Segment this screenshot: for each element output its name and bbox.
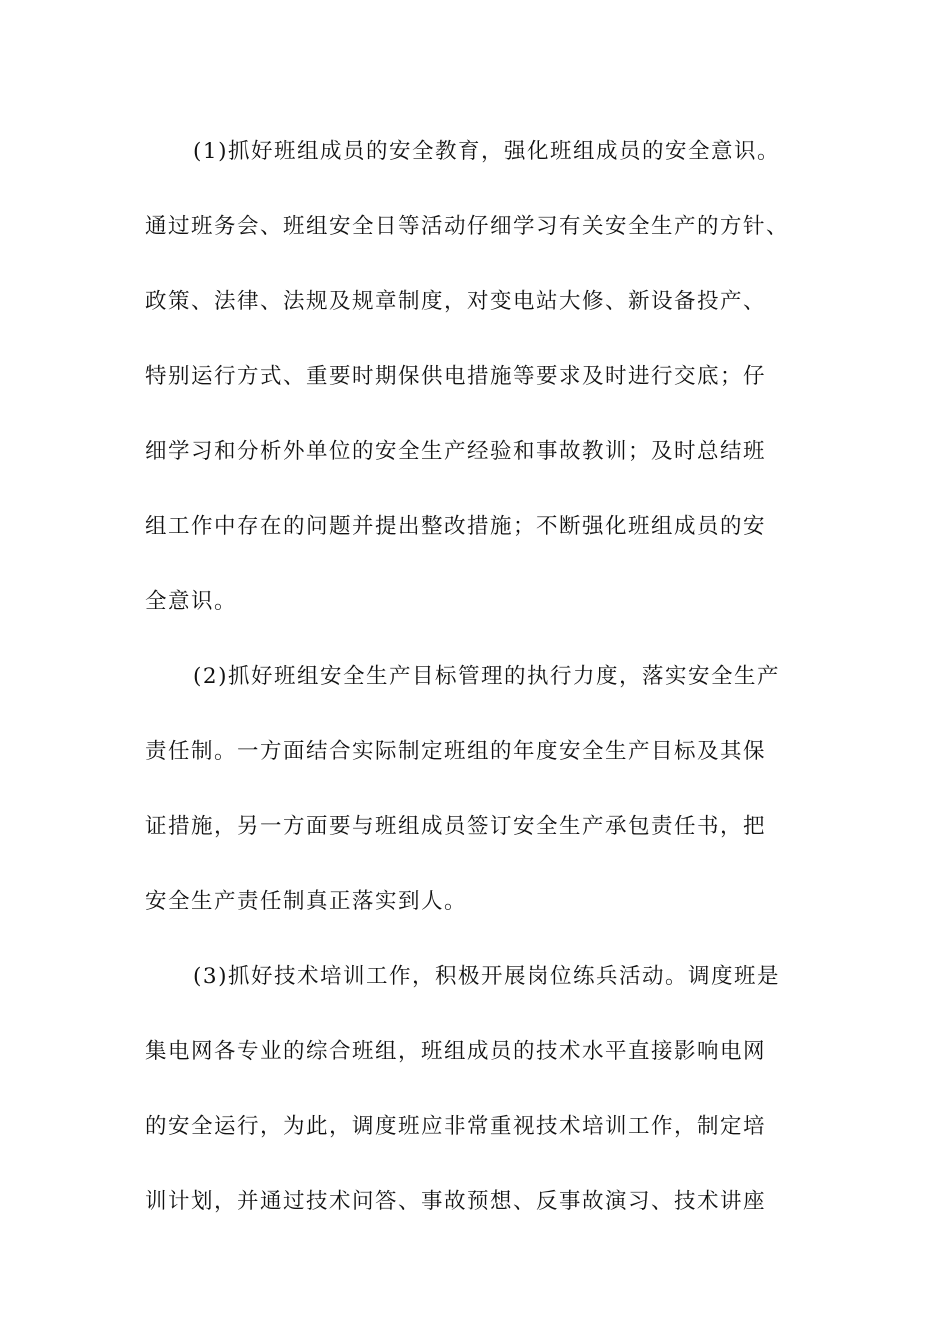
paragraph-1-line-3: 政策、法律、法规及规章制度，对变电站大修、新设备投产、 [145,289,767,314]
paragraph-1-line-6: 组工作中存在的问题并提出整改措施；不断强化班组成员的安 [145,514,767,539]
paragraph-3-line-4: 训计划，并通过技术问答、事故预想、反事故演习、技术讲座 [145,1189,767,1214]
paragraph-2-line-3: 证措施，另一方面要与班组成员签订安全生产承包责任书，把 [145,814,767,839]
paragraph-3-line-3: 的安全运行，为此，调度班应非常重视技术培训工作，制定培 [145,1114,767,1139]
paragraph-1-line-5: 细学习和分析外单位的安全生产经验和事故教训；及时总结班 [145,439,767,464]
paragraph-2-line-2: 责任制。一方面结合实际制定班组的年度安全生产目标及其保 [145,739,767,764]
paragraph-2-line-1: (2)抓好班组安全生产目标管理的执行力度，落实安全生产 [193,664,780,689]
paragraph-3-line-1: (3)抓好技术培训工作，积极开展岗位练兵活动。调度班是 [193,964,780,989]
paragraph-1-line-4: 特别运行方式、重要时期保供电措施等要求及时进行交底；仔 [145,364,767,389]
paragraph-1-line-7: 全意识。 [145,589,238,614]
paragraph-2-line-4: 安全生产责任制真正落实到人。 [145,889,468,914]
paragraph-3-line-2: 集电网各专业的综合班组，班组成员的技术水平直接影响电网 [145,1039,767,1064]
paragraph-1-line-1: (1)抓好班组成员的安全教育，强化班组成员的安全意识。 [193,139,780,164]
paragraph-1-line-2: 通过班务会、班组安全日等活动仔细学习有关安全生产的方针、 [145,214,790,239]
